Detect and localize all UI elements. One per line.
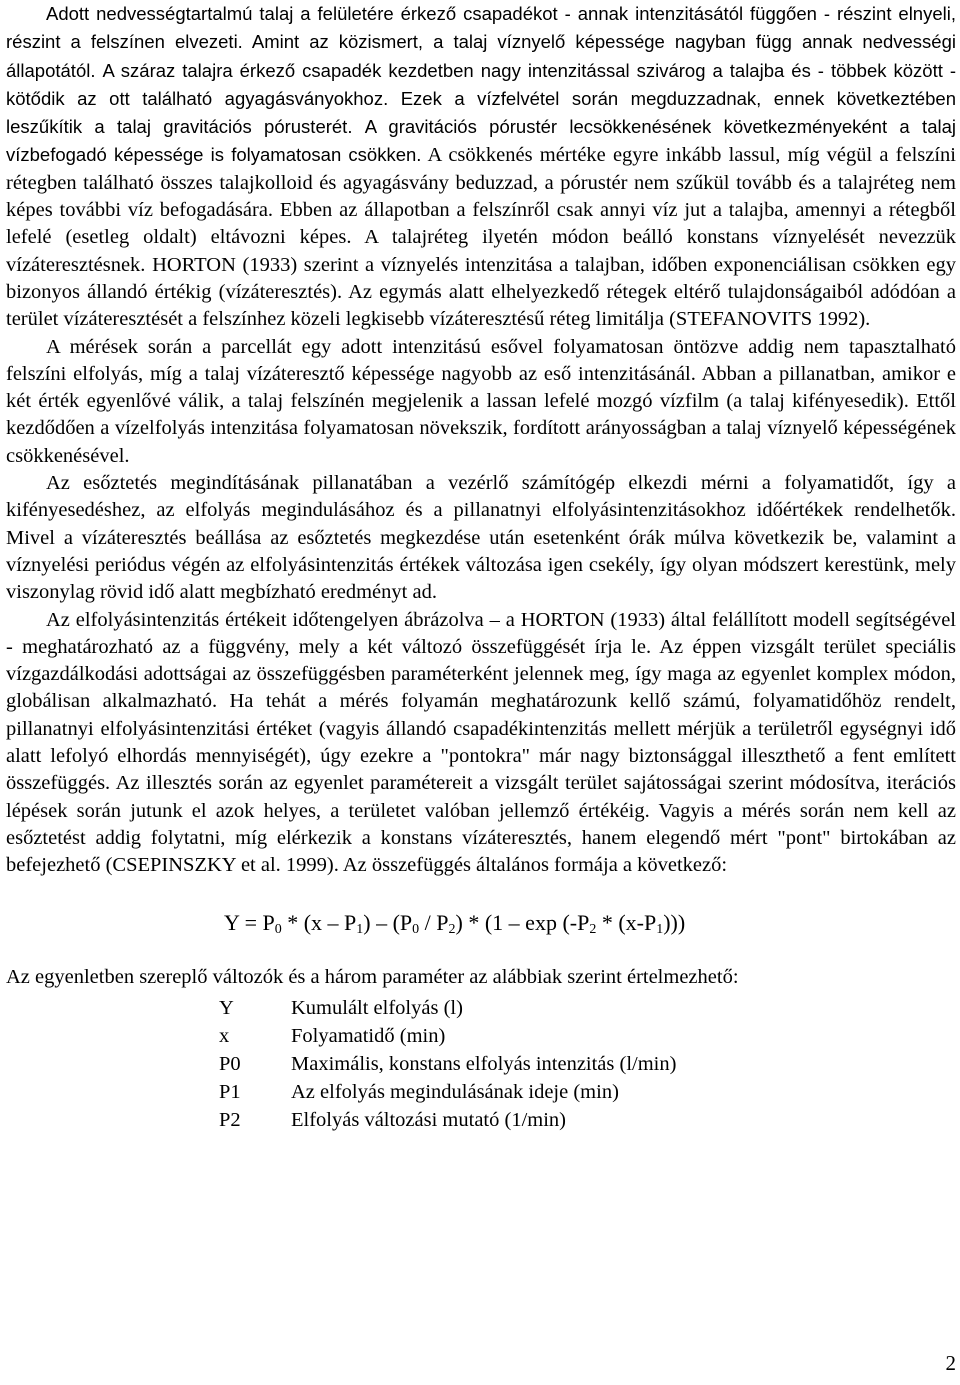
variables-intro: Az egyenletben szereplő változók és a három paraméter az alábbiak szerint értelmezhető:	[6, 965, 739, 988]
variable-symbol: P0	[219, 1052, 241, 1075]
variable-row	[6, 1023, 956, 1051]
variable-row	[6, 1051, 956, 1079]
variable-description: Kumulált elfolyás (l)	[291, 996, 463, 1019]
variable-description: Elfolyás változási mutató (1/min)	[291, 1108, 566, 1131]
paragraph-2: A mérések során a parcellát egy adott intenzitású esővel folyamatosan öntözve addig nem tapasztalható felszíni elfolyás, míg a talaj vízáteresztő képessége nagyobb az eső intenzitásánál. Abban a pillanatban, amikor e két érték egyenlővé válik, a talaj felszínén megjelenik a lassan lefelé mozgó vízfilm (a talaj kifényesedik). Ettől kezdődően a vízelfolyás intenzitása folyamatosan növekszik, fordított arányosságban a talaj víznyelő képességének csökkenésével.	[6, 335, 956, 467]
variable-description: Folyamatidő (min)	[291, 1024, 446, 1047]
variable-description: Az elfolyás megindulásának ideje (min)	[291, 1080, 619, 1103]
variable-symbol: x	[219, 1024, 230, 1047]
page-number: 2	[945, 1351, 956, 1375]
variable-row	[6, 1107, 956, 1135]
variables-list	[6, 995, 956, 1135]
paragraph-4: Az elfolyásintenzitás értékeit időtengelyen ábrázolva – a HORTON (1933) által felállított modell segítségével - meghatározható az a függvény, mely a két változó összefüggését írja le. Az éppen vizsgált terület speciális vízgazdálkodási adottságai az összefüggésben paraméterként jelennek meg, így maga az egyenlet komplex módon, globálisan alkalmazható. Ha tehát a mérés folyamán meghatározunk kellő számú, folyamatidőhöz rendelt, pillanatnyi elfolyásintenzitási értéket (vagyis állandó csapadékintenzitás mellett mérjük a területről egységnyi idő alatt lefolyó elhordás mennyiségét), úgy ezekre a "pontokra" már nagy biztonsággal illeszthető a fent említett összefüggés. Az illesztés során az egyenlet paramétereit a vizsgált terület sajátosságai szerint módosítva, iterációs lépések során jutunk el azok helyes, a területet valóban jellemző értékéig. Vagyis a mérés során nem kell az esőztetést addig folytatni, míg elérkezik a konstans vízáteresztés, hanem elegendő mért "pont" birtokában az befejezhető (CSEPINSZKY et al. 1999). Az összefüggés általános formája a következő:	[6, 608, 956, 877]
horton-formula: $Y = P_0 * (x - P_1) - (P_0 / P_2) * (1 - \exp (-P_2 * (x-P_1)))$	[224, 909, 686, 937]
variable-description: Maximális, konstans elfolyás intenzitás (l/min)	[291, 1052, 677, 1075]
variable-symbol: Y	[219, 996, 234, 1019]
paragraph-1	[6, 0, 956, 334]
variable-row	[6, 995, 956, 1023]
document-page	[6, 0, 956, 1135]
paragraph-1-sentence-5: A csökkenés mértéke egyre inkább lassul, míg végül a felszíni rétegben található összes talajkolloid és agyagásvány beduzzad, a pórustér nem szűkül tovább és a talajréteg nem képes további víz befogadására. Ebben az állapotban a felszínről csak annyi víz jut a talajba, amennyi a rétegből lefelé (esetleg oldalt) eltávozni képes. A talajréteg ilyetén módon beálló konstans víznyelését nevezzük vízáteresztésnek. HORTON (1933) szerint a víznyelés intenzitása a talajban, időben exponenciálisan csökken egy bizonyos állandó értékig (vízáteresztés). Az egymás alatt elhelyezkedő rétegek eltérő tulajdonságaiból adódóan a terület vízáteresztését a felszínhez közeli legkisebb vízáteresztésű réteg limitálja (STEFANOVITS 1992).	[6, 144, 956, 331]
paragraph-1-sentence-3: Ezek a vízfelvétel során megduzzadnak, ennek következtében leszűkítik a talaj gravitációs pórusterét.	[6, 87, 957, 138]
paragraph-3: Az esőztetés megindításának pillanatában a vezérlő számítógép elkezdi mérni a folyamatidőt, így a kifényesedéshez, az elfolyás megindulásához és a pillanatnyi elfolyásintenzitásokhoz időértékek rendelhetők. Mivel a vízáteresztés beállása az esőztetés megkezdése után esetenként órák múlva következik be, valamint a víznyelési periódus végén az elfolyásintenzitás értékek változása igen csekély, így olyan módszert kerestünk, mely viszonylag rövid idő alatt megbízható eredményt ad.	[6, 472, 956, 604]
variable-row	[6, 1079, 956, 1107]
variable-symbol: P2	[219, 1108, 241, 1131]
paragraph-1-sentence-4: A gravitációs pórustér lecsökkenésének következményeként a talaj vízbefogadó képessége is folyamatosan csökken.	[6, 116, 956, 166]
paragraph-1-sentence-2: A száraz talajra érkező csapadék kezdetben nagy intenzitással szivárog a talajba és - többek között - kötődik az ott található agyagásványokhoz.	[6, 59, 957, 109]
variable-symbol: P1	[219, 1080, 241, 1103]
paragraph-1-sentence-1: Adott nedvességtartalmú talaj a felületére érkező csapadékot - annak intenzitásától függően - részint elnyeli, részint a felszínen elvezeti. Amint az közismert, a talaj víznyelő képessége nagyban függ annak nedvességi állapotától.	[6, 3, 956, 81]
